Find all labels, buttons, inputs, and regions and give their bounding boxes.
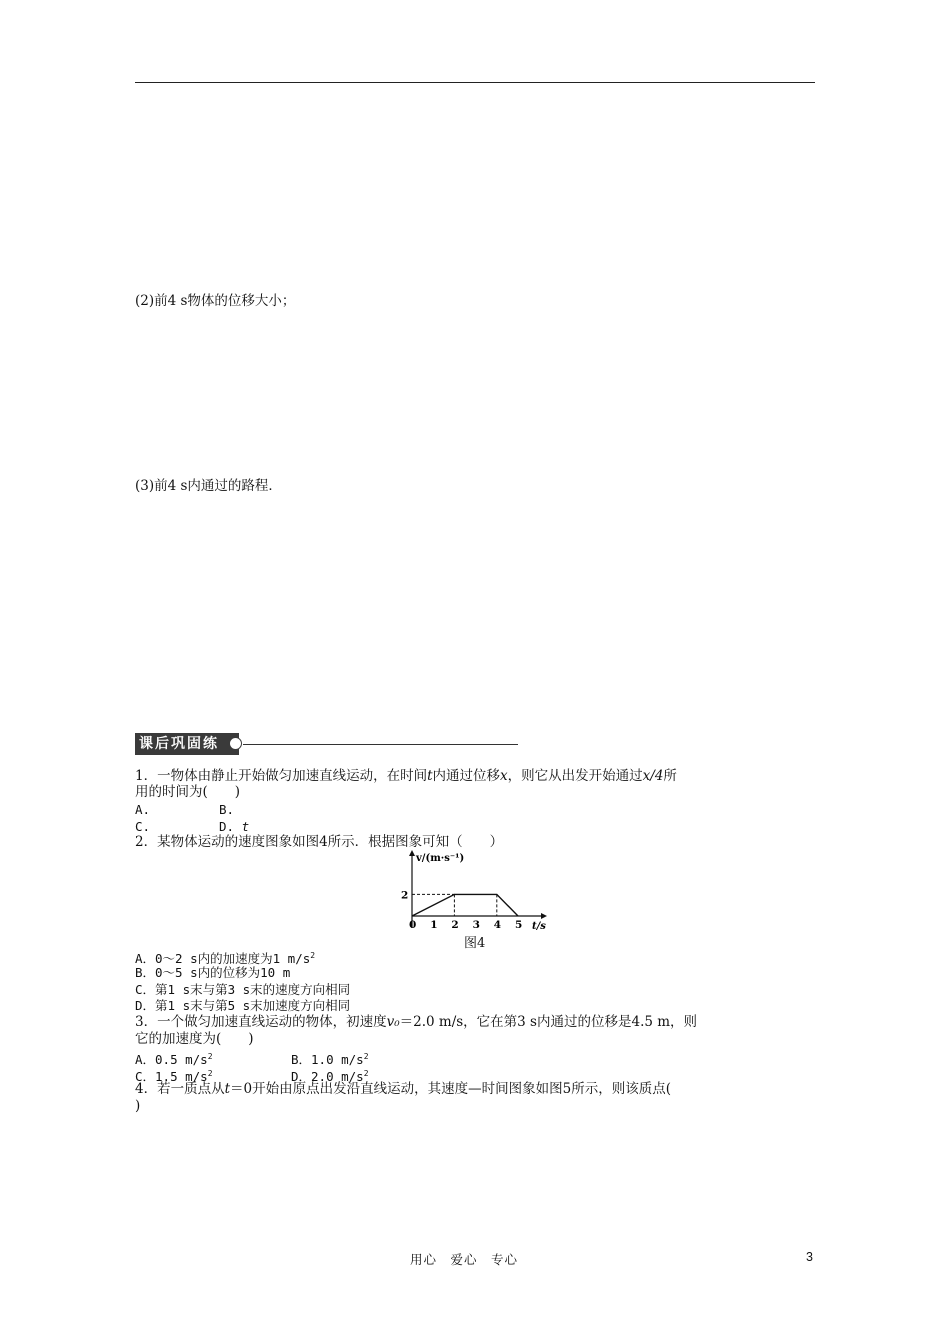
figure-caption: 图4 — [464, 936, 486, 951]
y-tick-label: 2 — [401, 889, 409, 902]
q3-option-c: C．1.5 $m/s^2$ — [135, 1069, 213, 1085]
x-tick-label: 0 — [409, 919, 417, 931]
x-axis-arrow — [541, 913, 547, 919]
q3-line1: 3．一个做匀加速直线运动的物体，初速度v₀＝2.0 m/s，它在第3 s内通过的位移是4.5 m，则 — [135, 1014, 698, 1030]
y-axis-label: v/(m·s⁻¹) — [416, 853, 465, 864]
x-tick-label: 1 — [430, 919, 438, 931]
q2-option-a: A．0～2 s内的加速度为1 $m/s^2$ — [135, 951, 316, 967]
velocity-time-chart-svg — [395, 850, 555, 942]
q1-option-a: A. — [135, 802, 151, 817]
q1-line2: 用的时间为( ) — [135, 784, 241, 800]
bullet-dot-icon — [229, 737, 242, 750]
series-line — [412, 894, 518, 916]
x-tick-label: 3 — [472, 919, 480, 931]
q2-stem: 2．某物体运动的速度图象如图4所示．根据图象可知（ ） — [135, 834, 504, 850]
q1-option-d: D. t — [219, 819, 250, 834]
section-rule — [243, 744, 518, 745]
velocity-time-chart — [395, 850, 555, 951]
x-tick-label: 4 — [493, 919, 502, 931]
subquestion-3: (3)前4 s内通过的路程． — [135, 478, 282, 494]
section-title: 课后巩固练 — [135, 733, 239, 755]
y-axis-arrow — [409, 850, 415, 856]
page-number: 3 — [806, 1250, 813, 1264]
subquestion-2: (2)前4 s物体的位移大小； — [135, 293, 296, 309]
header-rule — [135, 82, 815, 83]
x-axis-label: t/s — [532, 921, 546, 932]
q1-line1: 1．一物体由静止开始做匀加速直线运动，在时间t内通过位移x，则它从出发开始通过x/4所 — [135, 768, 677, 784]
q3-option-d: D．2.0 $m/s^2$ — [291, 1069, 369, 1085]
q2-option-d: D．第1 s末与第5 s末加速度方向相同 — [135, 998, 351, 1013]
q2-option-b: B．0～5 s内的位移为10 m — [135, 965, 291, 980]
q2-option-c: C．第1 s末与第3 s末的速度方向相同 — [135, 982, 351, 997]
footer-motto: 用心 爱心 专心 — [410, 1252, 519, 1267]
q3-option-a: A．0.5 $m/s^2$ — [135, 1052, 213, 1068]
q3-option-b: B．1.0 $m/s^2$ — [291, 1052, 369, 1068]
q4-line2: ) — [135, 1098, 141, 1114]
q3-line2: 它的加速度为( ) — [135, 1031, 254, 1047]
q4-line1: 4．若一质点从t＝0开始由原点出发沿直线运动，其速度—时间图象如图5所示，则该质点( — [135, 1081, 671, 1097]
x-tick-label: 5 — [515, 919, 523, 931]
q1-option-b: B. — [219, 802, 235, 817]
x-tick-label: 2 — [451, 919, 459, 931]
q1-option-c: C. — [135, 819, 151, 834]
